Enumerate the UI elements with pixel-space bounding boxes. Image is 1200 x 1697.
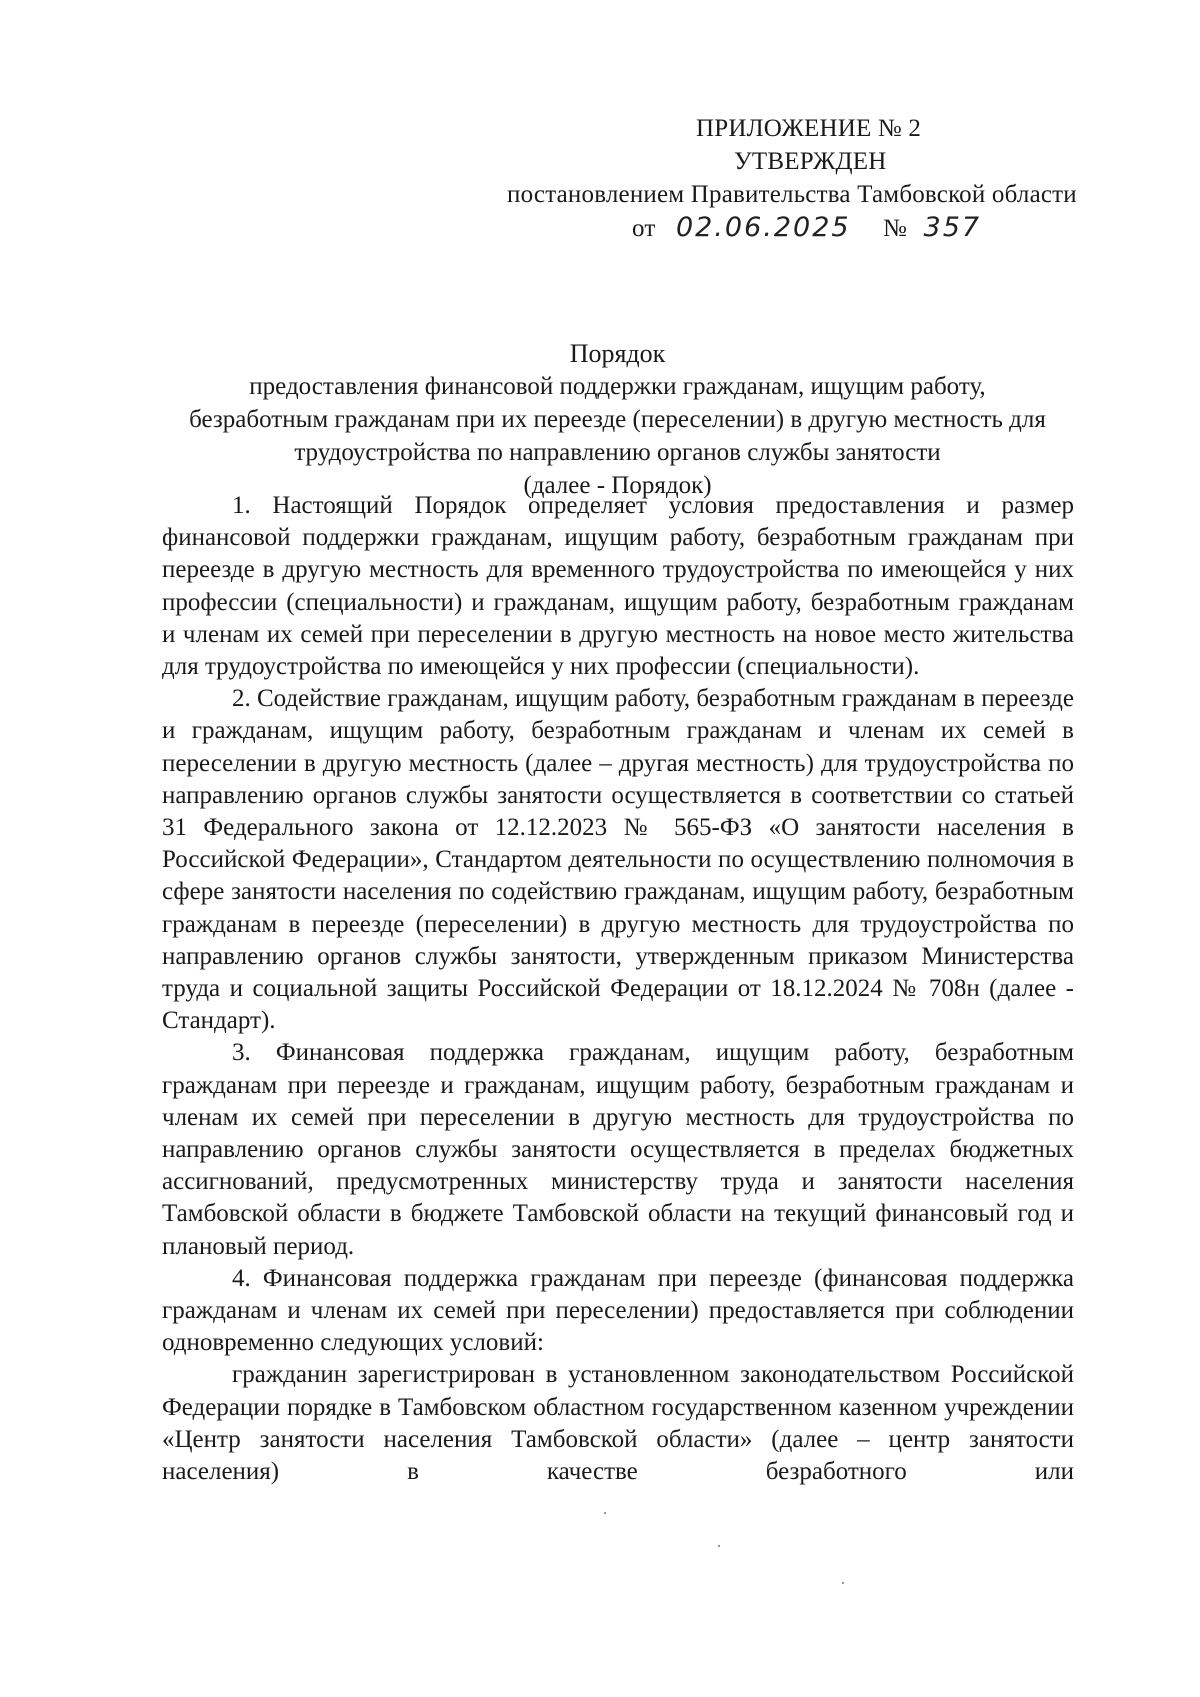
paragraph-1: 1. Настоящий Порядок определяет условия предоставления и размер финансовой поддержки гражданам, ищущим работу, безработным гражданам при переезде в другую местность для временного трудоустройства по имеющейся у них профессии (специальности) и гражданам, ищущим работу, безработным гражданам и членам их семей при переселении в другую местность на новое место жительства для трудоустройства по имеющейся у них профессии (специальности).: [162, 492, 1074, 681]
paragraph-2: 2. Содействие гражданам, ищущим работу, безработным гражданам в переезде и гражданам, ищущим работу, безработным гражданам и членам их семей в переселении в другую местность (далее – другая местность) для трудоустройства по направлению органов службы занятости осуществляется в соответствии со статьей 31 Федерального закона от 12.12.2023 № 565-ФЗ «О занятости населения в Российской Федерации», Стандартом деятельности по осуществлению полномочия в сфере занятости населения по содействию гражданам, ищущим работу, безработным гражданам в переезде (переселении) в другую местность для трудоустройства по направлению органов службы занятости, утвержденным приказом Министерства труда и социальной защиты Российской Федерации от 18.12.2024 № 708н (далее - Стандарт).: [162, 685, 1074, 1035]
title-line: трудоустройства по направлению органов службы занятости: [294, 439, 941, 466]
number-label: №: [883, 215, 908, 242]
scan-speck: [604, 1512, 606, 1514]
date-prefix: от: [632, 215, 656, 242]
condition-paragraph: гражданин зарегистрирован в установленном законодательством Российской Федерации порядке в Тамбовском областном государственном казенном учреждении «Центр занятости населения Тамбовской области» (далее – центр занятости населения) в качестве безработного или: [162, 1361, 1074, 1486]
paragraph-3: 3. Финансовая поддержка гражданам, ищущим работу, безработным гражданам при переезде и гражданам, ищущим работу, безработным гражданам и членам их семей при переселении в другую местность для трудоустройства по направлению органов службы занятости осуществляется в пределах бюджетных ассигнований, предусмотренных министерству труда и занятости населения Тамбовской области в бюджете Тамбовской области на текущий финансовый год и плановый период.: [162, 1039, 1074, 1260]
document-title: [160, 337, 1075, 502]
title-line: безработным гражданам при их переезде (переселении) в другую местность для: [189, 406, 1046, 433]
scan-speck: [718, 1545, 720, 1547]
document-body: [162, 490, 1074, 1488]
approved-heading: УТВЕРЖДЕН: [734, 148, 887, 175]
decree-date: 02.06.2025: [675, 212, 851, 243]
approval-block: [500, 112, 1150, 247]
paragraph-4: 4. Финансовая поддержка гражданам при переезде (финансовая поддержка гражданам и членам их семей при переселении) предоставляется при соблюдении одновременно следующих условий:: [162, 1264, 1074, 1357]
decree-date-line: [500, 211, 1150, 247]
title-line: (далее - Порядок): [523, 472, 712, 499]
decree-number: 357: [923, 212, 982, 243]
decree-line: постановлением Правительства Тамбовской области: [507, 181, 1077, 208]
annex-heading: ПРИЛОЖЕНИЕ № 2: [696, 115, 922, 142]
title-main: Порядок: [569, 339, 666, 368]
scan-speck: [842, 1582, 844, 1584]
title-line: предоставления финансовой поддержки гражданам, ищущим работу,: [249, 373, 986, 400]
